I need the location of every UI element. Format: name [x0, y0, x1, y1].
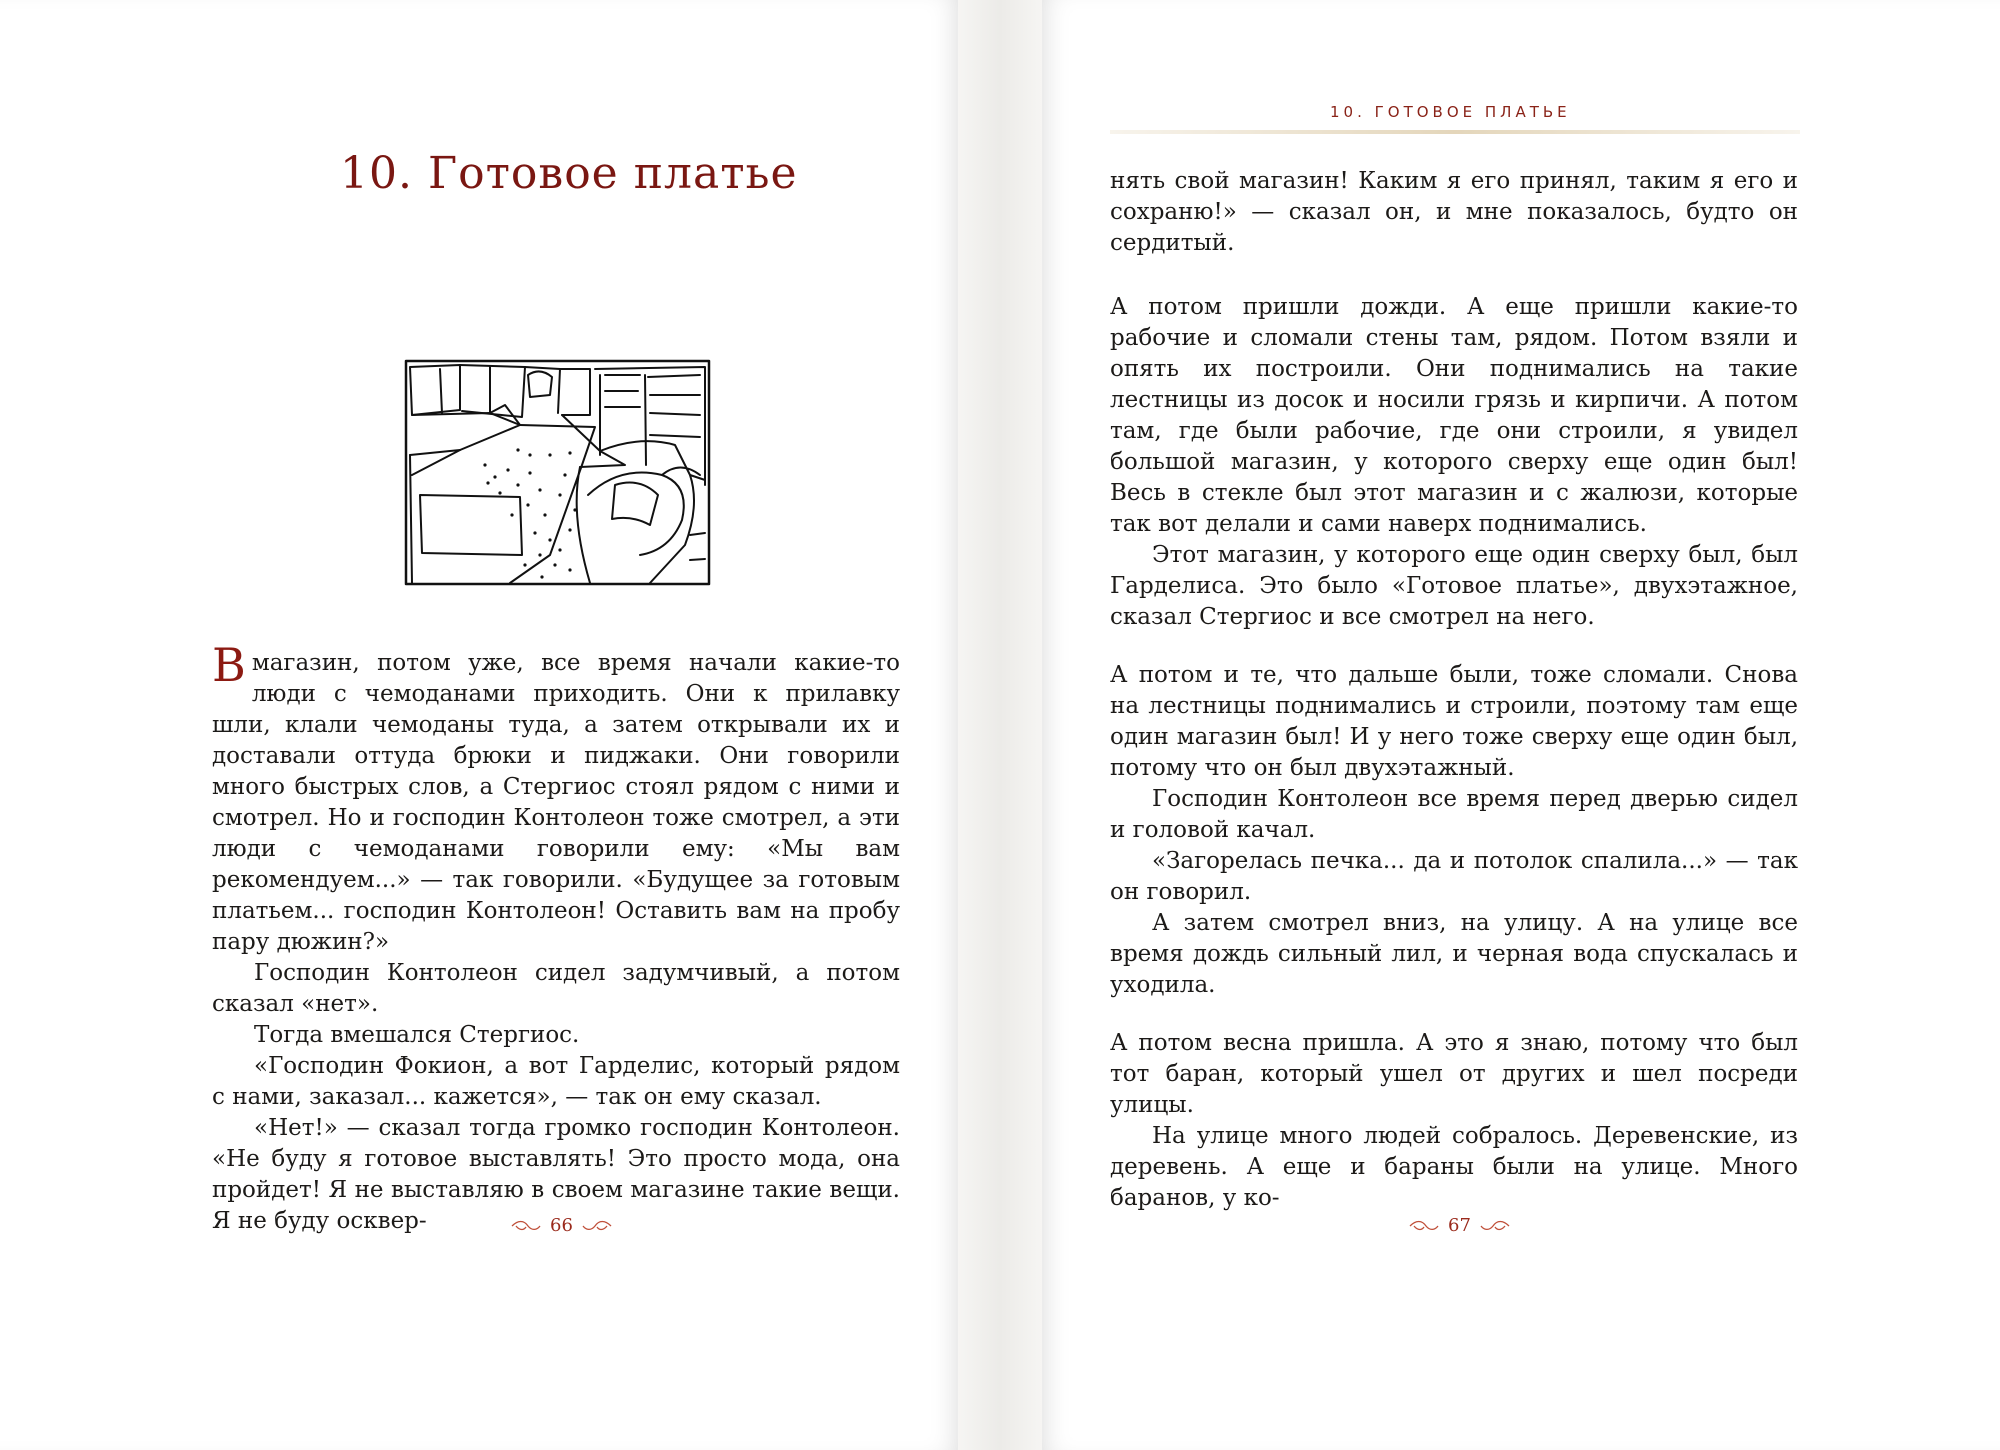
chapter-title: 10. Готовое платье: [340, 148, 798, 199]
paragraph: Этот магазин, у которого еще один сверху был, был Гарделиса. Это было «Готовое платье», двухэтажное, сказал Стергиос и все смотрел на него.: [1110, 542, 1798, 630]
paragraph: На улице много людей собралось. Деревенские, из деревень. А еще и бараны были на улице. Много баранов, у ко-: [1110, 1123, 1798, 1211]
ornament-icon: [581, 1219, 613, 1233]
paragraph: Господин Контолеон все время перед дверью сидел и головой качал.: [1110, 786, 1798, 843]
right-body-section-c: [1110, 660, 1798, 1001]
paragraph: нять свой магазин! Каким я его принял, таким я его и сохраню!» — сказал он, и мне показалось, будто он сердитый.: [1110, 168, 1798, 256]
right-body-section-a: [1110, 166, 1798, 259]
page-number: 66: [550, 1215, 573, 1236]
left-body-text: [212, 638, 900, 1237]
paragraph: «Нет!» — сказал тогда громко господин Контолеон. «Не буду я готовое выставлять! Это просто мода, она пройдет! Я не выставляю в своем магазине такие вещи. Я не буду осквер-: [212, 1115, 900, 1234]
paragraph: А потом весна пришла. А это я знаю, потому что был тот баран, который ушел от других и шел посреди улицы.: [1110, 1030, 1798, 1118]
paragraph: «Загорелась печка... да и потолок спалила...» — так он говорил.: [1110, 848, 1798, 905]
paragraph: «Господин Фокион, а вот Гарделис, который рядом с нами, заказал... кажется», — так он ему сказал.: [212, 1053, 900, 1110]
page-number: 67: [1448, 1215, 1471, 1236]
paragraph: Тогда вмешался Стергиос.: [254, 1022, 580, 1048]
paragraph: А затем смотрел вниз, на улицу. А на улице все время дождь сильный лил, и черная вода спускалась и уходила.: [1110, 910, 1798, 998]
left-page: [0, 0, 958, 1450]
page-number-right: [1408, 1215, 1511, 1236]
header-rule: [1110, 130, 1800, 134]
right-body-section-b: [1110, 292, 1798, 633]
room-illustration: [400, 355, 715, 590]
running-header: 10. ГОТОВОЕ ПЛАТЬЕ: [1330, 103, 1571, 121]
paragraph: А потом и те, что дальше были, тоже сломали. Снова на лестницы поднимались и строили, поэтому там еще один магазин был! И у него тоже сверху еще один был, потому что он был двухэтажный.: [1110, 662, 1798, 781]
paragraph: Господин Контолеон сидел задумчивый, а потом сказал «нет».: [212, 960, 900, 1017]
paragraph: А потом пришли дожди. А еще пришли какие-то рабочие и сломали стены там, рядом. Потом взяли и опять их построили. Они поднимались на такие лестницы из досок и носили грязь и кирпичи. А потом там, где были рабочие, где они строили, я увидел большой магазин, у которого сверху еще один был! Весь в стекле был этот магазин и с жалюзи, которые так вот делали и сами наверх поднимались.: [1110, 294, 1798, 537]
opening-paragraph: В магазин, потом уже, все время начали какие-то люди с чемоданами приходить. Они к прилавку шли, клали чемоданы туда, а затем открывали их и доставали оттуда брюки и пиджаки. Они говорили много быстрых слов, а Стергиос стоял рядом с ними и смотрел. Но и господин Контолеон тоже смотрел, а эти люди с чемоданами говорили ему: «Мы вам рекомендуем...» — так говорили. «Будущее за готовым платьем... господин Контолеон! Оставить вам на пробу пару дюжин?»: [212, 638, 900, 955]
ornament-icon: [1408, 1219, 1440, 1233]
ornament-icon: [510, 1219, 542, 1233]
ornament-icon: [1479, 1219, 1511, 1233]
right-body-section-d: [1110, 1028, 1798, 1214]
page-number-left: [510, 1215, 613, 1236]
book-gutter: [958, 0, 1042, 1450]
drop-cap: В: [212, 638, 246, 692]
